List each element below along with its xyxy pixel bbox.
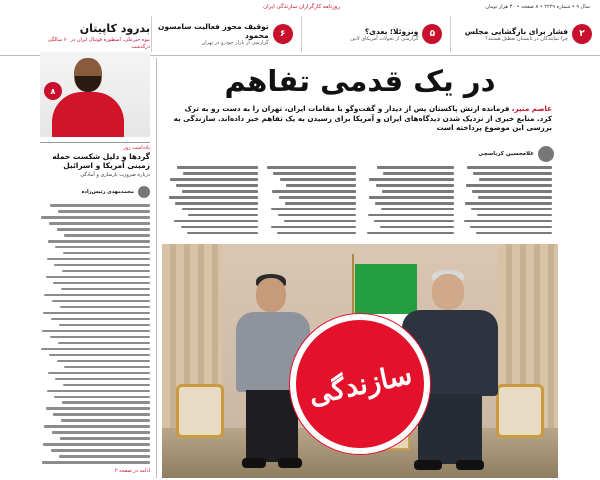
text-line — [60, 437, 150, 440]
text-line — [271, 226, 357, 229]
text-line — [181, 226, 258, 229]
text-line — [473, 172, 552, 175]
text-line — [472, 190, 552, 193]
text-line — [41, 216, 150, 219]
text-line — [42, 461, 150, 464]
body-column — [462, 166, 552, 246]
main-story — [162, 58, 558, 478]
text-line — [52, 300, 150, 303]
author-avatar — [538, 146, 554, 162]
text-line — [55, 378, 150, 381]
text-line — [382, 190, 454, 193]
text-line — [367, 232, 454, 235]
text-line — [61, 288, 150, 291]
text-line — [188, 214, 258, 217]
text-line — [177, 166, 258, 169]
teaser-item[interactable] — [151, 16, 297, 52]
text-line — [369, 196, 455, 199]
text-line — [182, 208, 259, 211]
teaser-subtitle: چرا نمایندگان در تابستان تعطیل هستند؟ — [485, 35, 568, 42]
issue-line: سال ۹ • شماره ۲۲۲۹ • ۸ صفحه • ۳۰ هزار تومان — [485, 4, 590, 10]
text-line — [63, 384, 150, 387]
text-line — [57, 228, 151, 231]
text-line — [54, 264, 150, 267]
text-line — [42, 330, 150, 333]
teaser-page-badge: ۲ — [572, 24, 592, 44]
text-line — [174, 220, 258, 223]
column-body-text — [40, 204, 150, 467]
lede-name: عاصم منیر، — [511, 104, 552, 113]
text-line — [170, 178, 258, 181]
text-line — [478, 196, 552, 199]
body-column — [266, 166, 356, 246]
text-line — [43, 312, 150, 315]
text-line — [51, 449, 150, 452]
text-line — [284, 220, 356, 223]
text-line — [383, 172, 454, 175]
text-line — [50, 336, 150, 339]
text-line — [53, 413, 150, 416]
text-line — [464, 220, 552, 223]
text-line — [375, 202, 454, 205]
text-line — [381, 208, 454, 211]
teaser-item[interactable] — [450, 16, 596, 52]
body-column — [364, 166, 454, 246]
text-line — [286, 184, 356, 187]
text-line — [49, 222, 150, 225]
player-page-badge: ۸ — [44, 82, 62, 100]
text-line — [182, 190, 258, 193]
text-line — [46, 276, 151, 279]
teaser-page-badge: ۶ — [273, 24, 293, 44]
text-line — [285, 202, 356, 205]
text-line — [380, 226, 454, 229]
text-line — [374, 220, 454, 223]
text-line — [47, 390, 150, 393]
brand-line: روزنامه کارگزاران سازندگی ایران — [263, 4, 340, 10]
text-line — [470, 226, 552, 229]
text-line — [279, 196, 356, 199]
main-headline[interactable]: در یک قدمی تفاهم — [224, 64, 496, 98]
text-line — [368, 214, 454, 217]
column-byline — [40, 185, 150, 199]
text-line — [41, 348, 150, 351]
text-line — [55, 246, 150, 249]
text-line — [58, 210, 150, 213]
text-line — [479, 178, 552, 181]
text-line — [58, 342, 150, 345]
column-headline[interactable]: گردها و دلیل شکست حمله زمینی آمریکا و اسرائیل — [52, 152, 150, 171]
text-line — [62, 401, 150, 404]
teaser-subtitle: گزارشی از بازار خودرو در تهران — [201, 40, 269, 46]
teaser-title: ونزوئلا؛ بعدی؟ — [364, 26, 419, 36]
text-line — [466, 184, 552, 187]
text-line — [50, 204, 150, 207]
main-byline — [462, 144, 554, 164]
text-line — [271, 208, 356, 211]
left-column — [40, 22, 150, 472]
text-line — [46, 407, 151, 410]
player-shirt — [52, 92, 124, 137]
text-line — [278, 214, 356, 217]
author-avatar — [138, 186, 150, 198]
text-line — [471, 208, 552, 211]
text-line — [273, 172, 356, 175]
column-section-label: یادداشت روز — [40, 142, 150, 151]
text-line — [376, 184, 454, 187]
text-line — [169, 196, 258, 199]
player-photo[interactable] — [40, 52, 150, 137]
text-line — [61, 419, 150, 422]
text-line — [43, 443, 150, 446]
text-line — [64, 234, 150, 237]
text-line — [44, 425, 150, 428]
text-line — [62, 270, 150, 273]
text-line — [53, 282, 150, 285]
author-name: غلامحسین کرباسچی — [478, 151, 534, 157]
text-line — [48, 372, 150, 375]
text-line — [187, 232, 258, 235]
player-subheadline: بیوه خیرعلی، اسطوره فوتبال ایران در ۶۰ سالگی درگذشت — [47, 37, 150, 50]
text-line — [467, 166, 553, 169]
author-name: محمدمهدی رئیس‌زاده — [81, 189, 134, 195]
text-line — [59, 455, 150, 458]
teaser-item[interactable] — [301, 16, 447, 52]
main-photo[interactable] — [162, 244, 558, 478]
text-line — [277, 232, 356, 235]
text-line — [476, 232, 552, 235]
text-line — [54, 396, 150, 399]
text-line — [280, 178, 357, 181]
text-line — [59, 324, 150, 327]
column-divider — [156, 58, 157, 478]
main-lede — [168, 104, 552, 133]
text-line — [369, 178, 454, 181]
logo-text: سازندگی — [305, 356, 415, 412]
column-subheadline: درباره ضرورت بازسازی و آمادگی — [80, 172, 150, 178]
sazandegi-logo-stamp — [290, 314, 430, 454]
text-line — [272, 190, 356, 193]
text-line — [47, 258, 150, 261]
text-line — [48, 240, 150, 243]
text-line — [267, 166, 356, 169]
body-column — [168, 166, 258, 246]
teaser-title: فشار برای بازگشایی مجلس — [464, 26, 568, 36]
text-line — [183, 172, 258, 175]
text-line — [63, 252, 150, 255]
text-line — [465, 202, 552, 205]
text-line — [57, 360, 151, 363]
teaser-page-badge: ۵ — [422, 24, 442, 44]
text-line — [64, 366, 150, 369]
text-line — [44, 294, 150, 297]
continued-note[interactable]: ادامه در صفحه ۲ — [114, 468, 150, 474]
text-line — [52, 431, 150, 434]
text-line — [49, 354, 150, 357]
teaser-title: توقیف مجوز فعالیت سامسون محمود — [157, 22, 269, 40]
text-line — [175, 202, 258, 205]
text-line — [60, 306, 150, 309]
teaser-subtitle: گزارشی از تحولات آمریکای لاتین — [350, 35, 419, 42]
text-line — [51, 318, 150, 321]
teaser-row — [151, 16, 596, 52]
text-line — [377, 166, 454, 169]
text-line — [176, 184, 258, 187]
lede-text: فرمانده ارتش پاکستان پس از دیدار و گفت‌وگو با مقامات ایران، تهران را به دست رو به ترک کرد. منابع خبری از نزدیک شدن دیدگاه‌های ایران و آمریکا برای رسیدن به یک تفاهم خبر داده‌اند. سازندگی به بررسی این موضوع پرداخته است — [173, 104, 552, 133]
text-line — [477, 214, 552, 217]
main-body-columns — [168, 166, 552, 246]
player-headline[interactable]: بدرود کاپیتان — [79, 22, 150, 35]
